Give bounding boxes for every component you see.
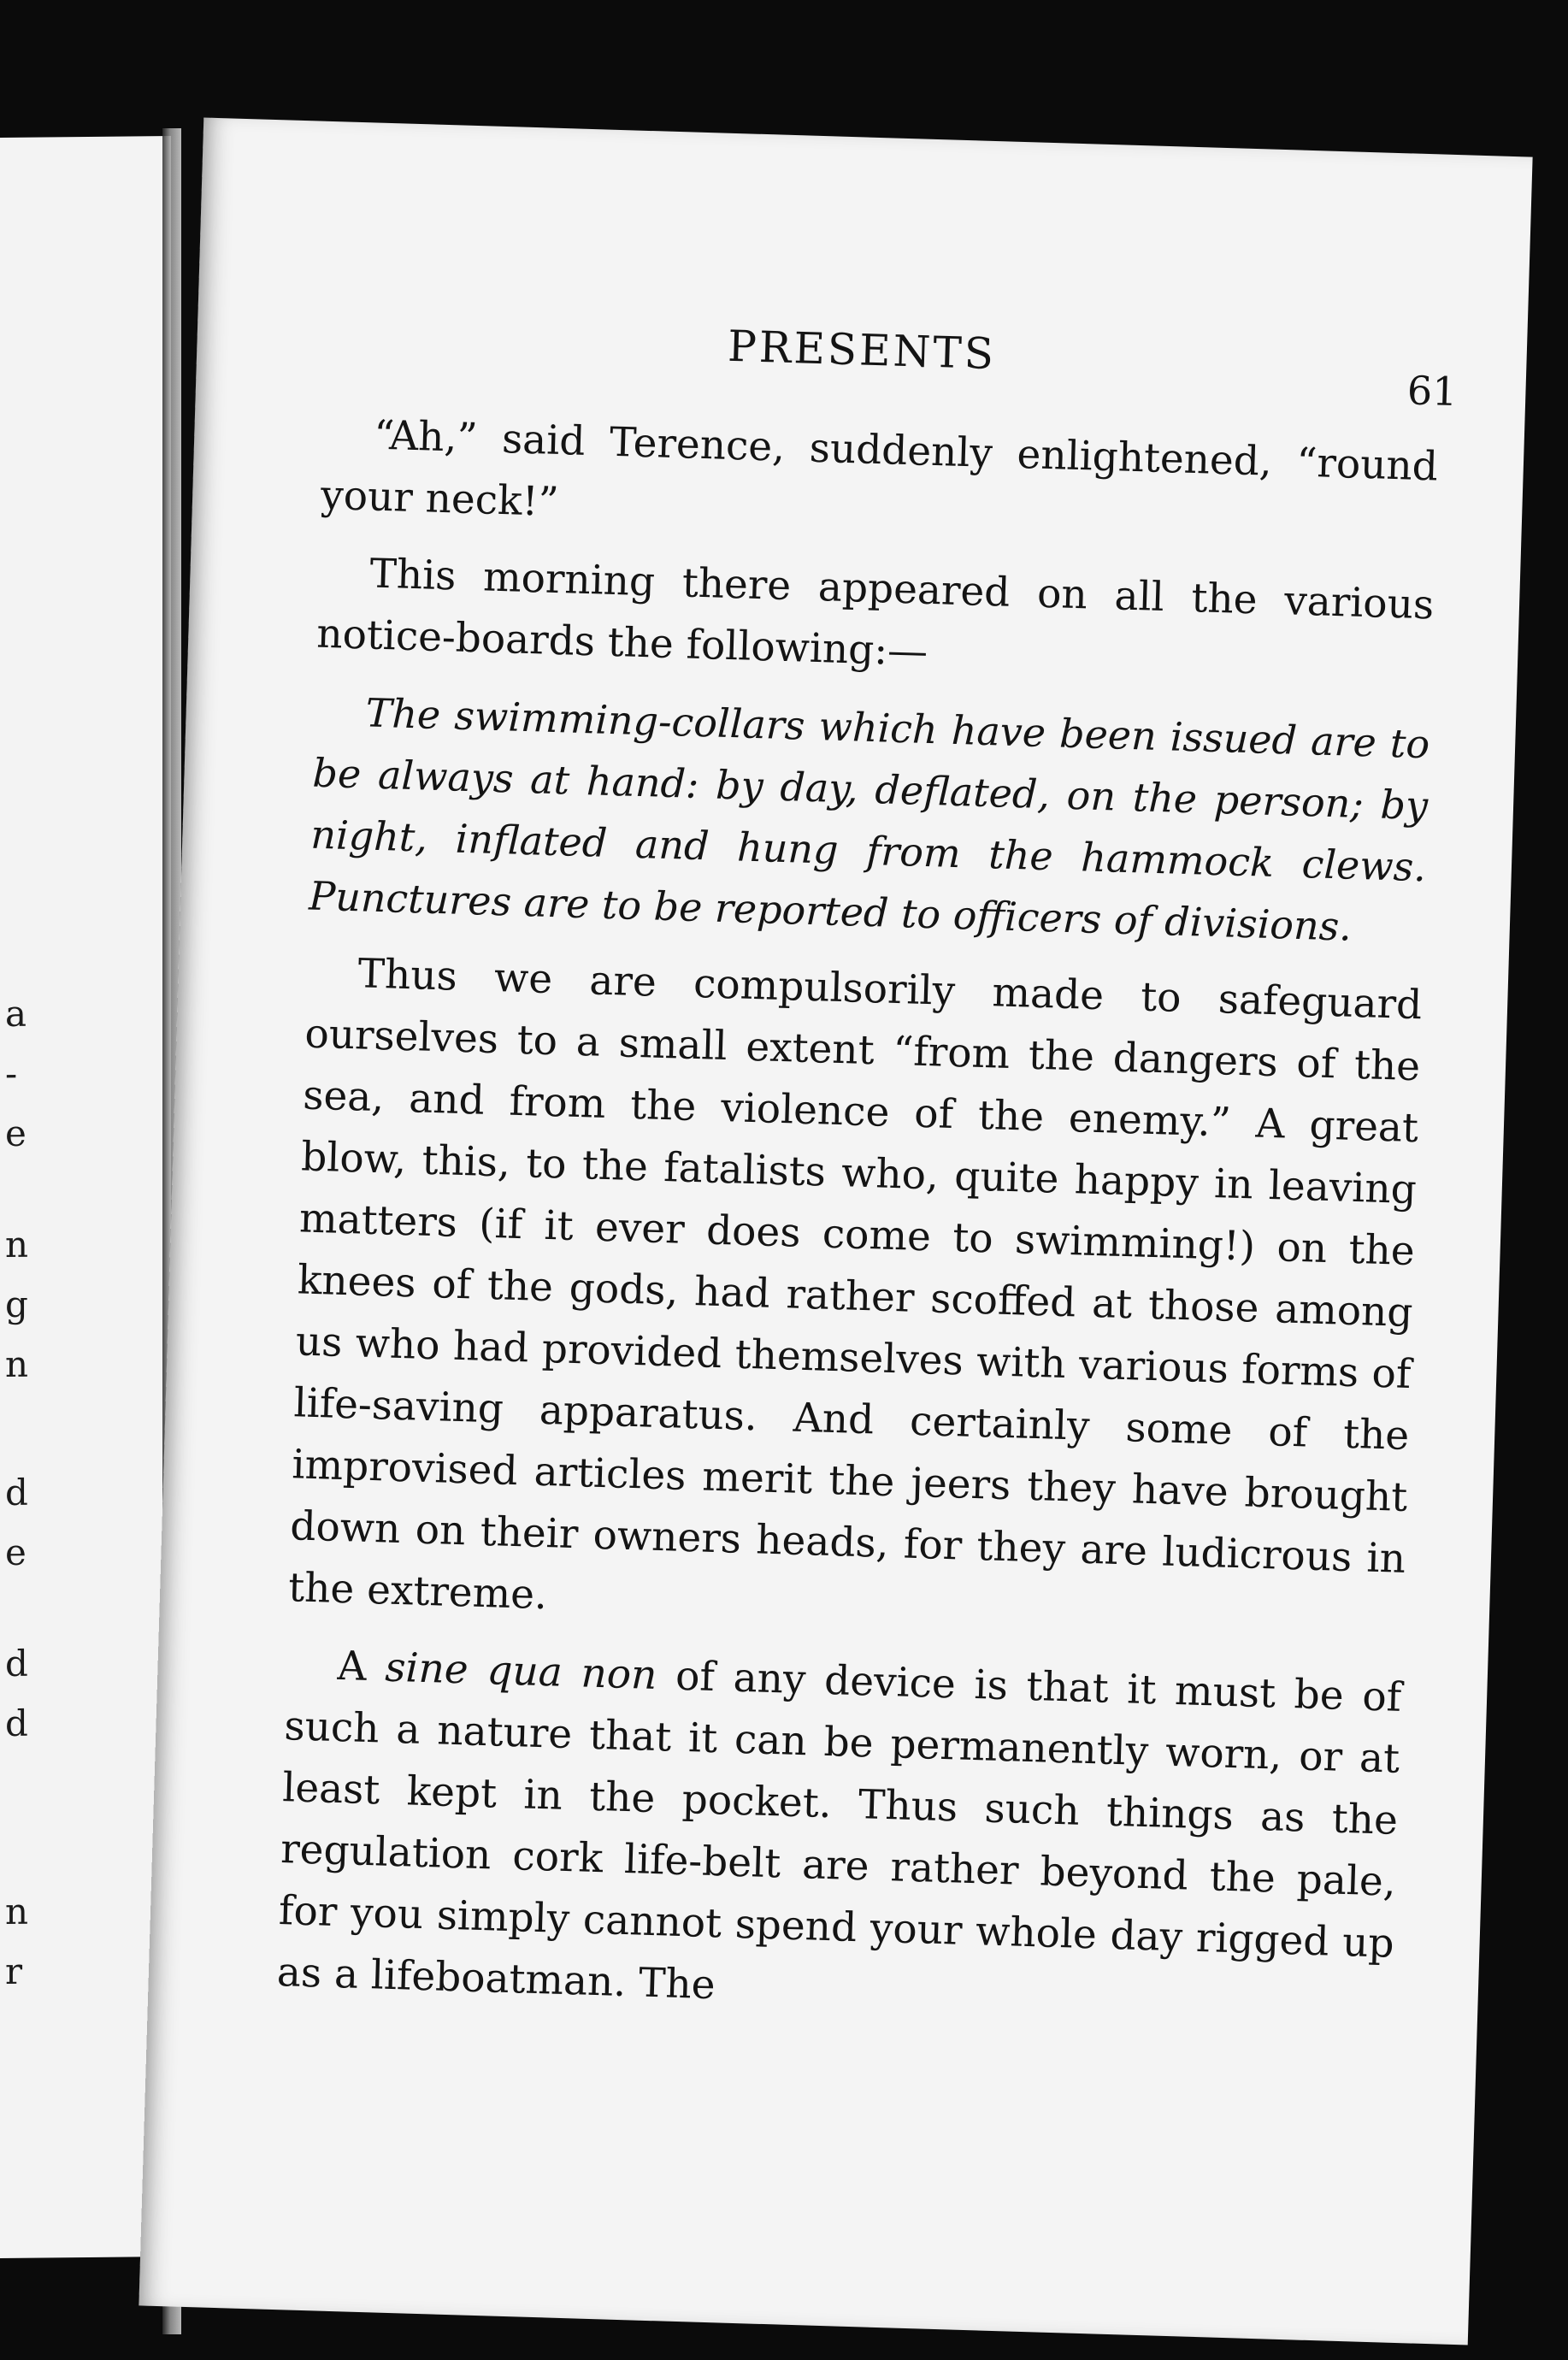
page-number: 61: [1406, 367, 1459, 416]
margin-fragment: -: [5, 1052, 18, 1094]
margin-fragment: e: [5, 1112, 27, 1154]
margin-fragment: a: [5, 992, 27, 1035]
paragraph-device-rest: of any device is that it must be of such a nature that it can be permanently worn, or at least kept in the pocket. Thus such things as the regulation cork life-belt are rather beyond the pale, for you simply cannot spend your whole day rigged up as a lifeboatman. The: [276, 1652, 1402, 2009]
paragraph-dialogue: “Ah,” said Terence, suddenly enlightened, “round your neck!”: [320, 411, 1439, 527]
margin-fragment: n: [5, 1342, 29, 1385]
margin-fragment: g: [5, 1283, 28, 1325]
paragraph-intro: This morning there appeared on all the various notice-boards the following:—: [315, 550, 1435, 676]
paragraph-device: [276, 1634, 1402, 2037]
paragraph-device-start: A: [336, 1642, 386, 1691]
margin-fragment: d: [5, 1702, 28, 1744]
margin-fragment: r: [5, 1950, 23, 1992]
book-page: [139, 117, 1532, 2345]
latin-phrase: sine qua non: [384, 1643, 658, 1700]
margin-fragment: d: [5, 1471, 28, 1513]
notice-text: The swimming-collars which have been issued are to be always at hand: by day, deflated, on the person; by night, inflated and hung from the hammock clews. Punctures are to be reported to officers of divisions.: [308, 689, 1431, 950]
margin-fragment: n: [5, 1223, 29, 1266]
previous-page-edge: [0, 136, 171, 2258]
page-header: [196, 305, 1527, 416]
margin-fragment: n: [5, 1890, 29, 1932]
margin-fragment: e: [5, 1531, 27, 1573]
page-body: [275, 404, 1438, 2052]
paragraph-main: Thus we are compulsorily made to safeguard ourselves to a small extent “from the dangers of the sea, and from the violence of the enemy.” A great blow, this, to the fatalists who, quite happy in leaving matters (if it ever does come to swimming!) on the knees of the gods, had rather scoffed at those among us who had provided themselves with various forms of life-saving apparatus. And certainly some of the improvised articles merit the jeers they have brought down on their owners heads, for they are ludicrous in the extreme.: [287, 950, 1423, 1620]
margin-fragment: d: [5, 1642, 28, 1684]
running-title: PRESENTS: [727, 321, 997, 380]
